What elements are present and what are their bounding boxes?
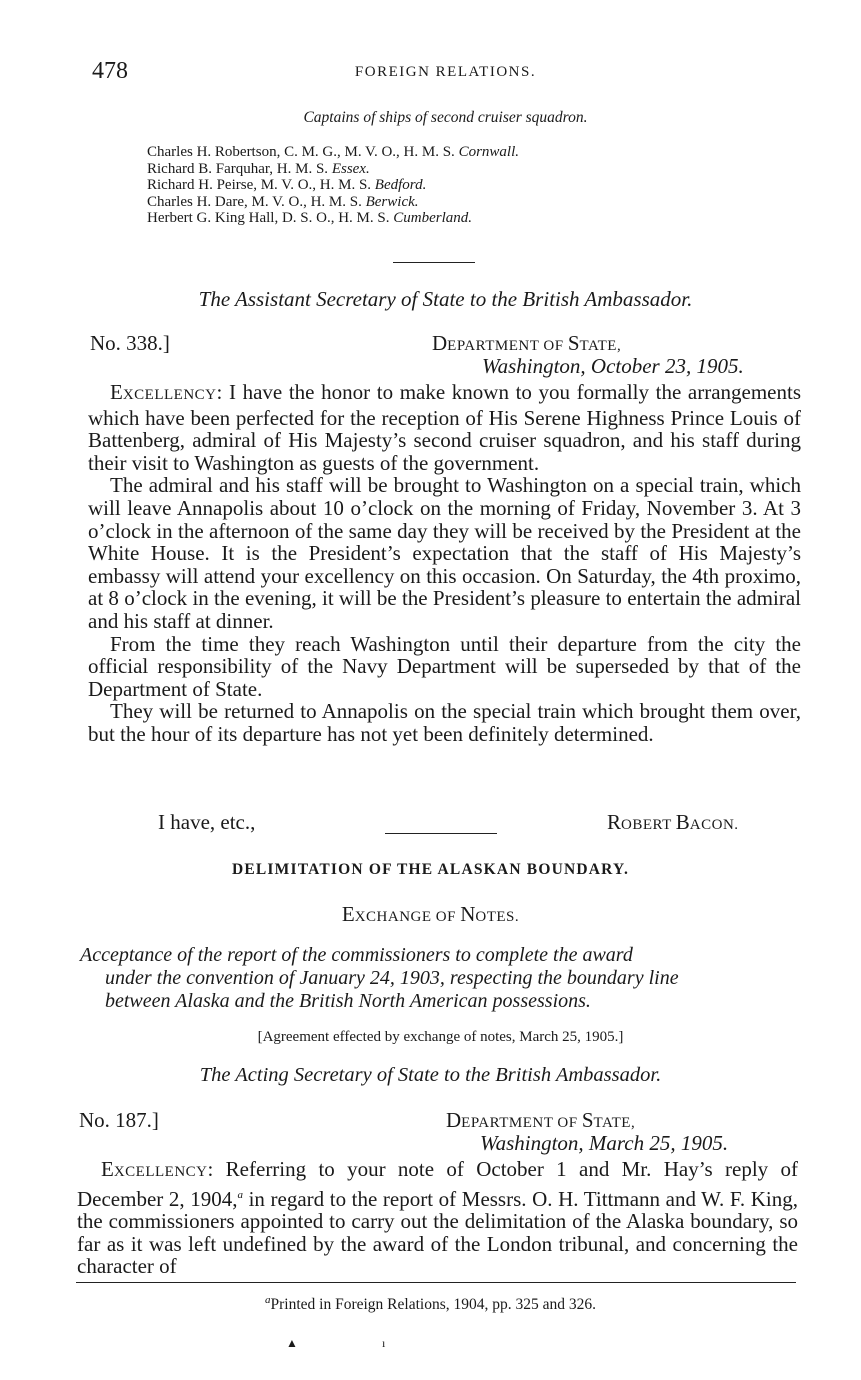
captains-caption: Captains of ships of second cruiser squadron. bbox=[303, 109, 588, 126]
letter1-closing: I have, etc., bbox=[158, 810, 256, 834]
captain-line: Herbert G. King Hall, D. S. O., H. M. S. Cumberland. bbox=[147, 210, 472, 226]
letter1-number: No. 338.] bbox=[90, 331, 170, 355]
letter1-place-date: Washington, October 23, 1905. bbox=[482, 354, 744, 378]
letter2-place-date: Washington, March 25, 1905. bbox=[480, 1131, 729, 1155]
agreement-note: [Agreement effected by exchange of notes, March 25, 1905.] bbox=[257, 1029, 624, 1045]
captains-list bbox=[147, 144, 519, 227]
salutation: EXCELLENCY: bbox=[101, 1157, 214, 1181]
print-mark: ı bbox=[382, 1336, 386, 1350]
footnote-reference: a bbox=[237, 1188, 243, 1201]
letter2-heading: The Acting Secretary of State to the British Ambassador. bbox=[199, 1064, 662, 1086]
letter1-heading: The Assistant Secretary of State to the British Ambassador. bbox=[198, 287, 693, 311]
letter1-paragraph: The admiral and his staff will be brought to Washington on a special train, which will leave Annapolis about 10 o’clock on the morning of Friday, November 3. At 3 o’clock in the afternoon of the same day they will be received by the President at the White House. It is the President’s expectation that the staff of His Majesty’s embassy will attend your excellency on this occasion. On Saturday, the 4th proximo, at 8 o’clock in the evening, it will be the President’s pleasure to entertain the admiral and his staff at dinner. bbox=[88, 473, 801, 633]
letter2-number: No. 187.] bbox=[79, 1108, 159, 1132]
letter1-signature: ROBERT BACON. bbox=[607, 810, 739, 834]
captain-line: Charles H. Robertson, C. M. G., M. V. O., H. M. S. Cornwall. bbox=[147, 144, 519, 160]
captain-line: Richard B. Farquhar, H. M. S. Essex. bbox=[147, 160, 370, 177]
section-subtitle: EXCHANGE OF NOTES. bbox=[341, 902, 520, 926]
footnote: $^a$Printed in Foreign Relations, 1904, pp. 325 and 326. bbox=[265, 1294, 596, 1314]
acceptance-caption: Acceptance of the report of the commissioners to complete the award under the convention of January 24, 1903, respecting the boundary line between Alaska and the British North American possessions. bbox=[80, 944, 679, 1012]
signature-divider bbox=[385, 833, 497, 834]
letter2-department: DEPARTMENT OF STATE, bbox=[446, 1108, 636, 1132]
letter2-paragraph: EXCELLENCY: Referring to your note of October 1 and Mr. Hay’s reply of December 2, 1904,$^a$ in regard to the report of Messrs. O. H. Tittmann and W. F. King, the commissioners appointed to carry out the delimitation of the Alaska boundary, so far as it was left undefined by the award of the London tribunal, and concerning the character of bbox=[77, 1157, 799, 1279]
footnote-marker: a bbox=[265, 1294, 271, 1306]
section-title: DELIMITATION OF THE ALASKAN BOUNDARY. bbox=[231, 861, 630, 878]
salutation: EXCELLENCY: bbox=[110, 380, 223, 404]
letter1-paragraph: EXCELLENCY: I have the honor to make known to you formally the arrangements which have been perfected for the reception of His Serene Highness Prince Louis of Battenberg, admiral of His Majesty’s second cruiser squadron, and his staff during their visit to Washington as guests of the government. bbox=[88, 380, 801, 475]
captain-line: Charles H. Dare, M. V. O., H. M. S. Berwick. bbox=[147, 193, 419, 210]
captain-line: Richard H. Peirse, M. V. O., H. M. S. Bedford. bbox=[147, 177, 427, 193]
page-number: 478 bbox=[92, 58, 128, 84]
letter1-department: DEPARTMENT OF STATE, bbox=[432, 331, 622, 355]
section-divider bbox=[393, 262, 475, 263]
print-mark: ▲ bbox=[286, 1336, 298, 1350]
running-head: FOREIGN RELATIONS. bbox=[354, 64, 537, 80]
letter1-paragraph: From the time they reach Washington until their departure from the city the official responsibility of the Navy Department will be superseded by that of the Department of State. bbox=[88, 631, 801, 701]
footnote-divider bbox=[76, 1282, 796, 1283]
letter2-body bbox=[77, 1158, 798, 1278]
letter1-paragraph: They will be returned to Annapolis on the special train which brought them over, but the hour of its departure has not yet been definitely determined. bbox=[88, 699, 801, 746]
letter1-body bbox=[88, 381, 801, 746]
